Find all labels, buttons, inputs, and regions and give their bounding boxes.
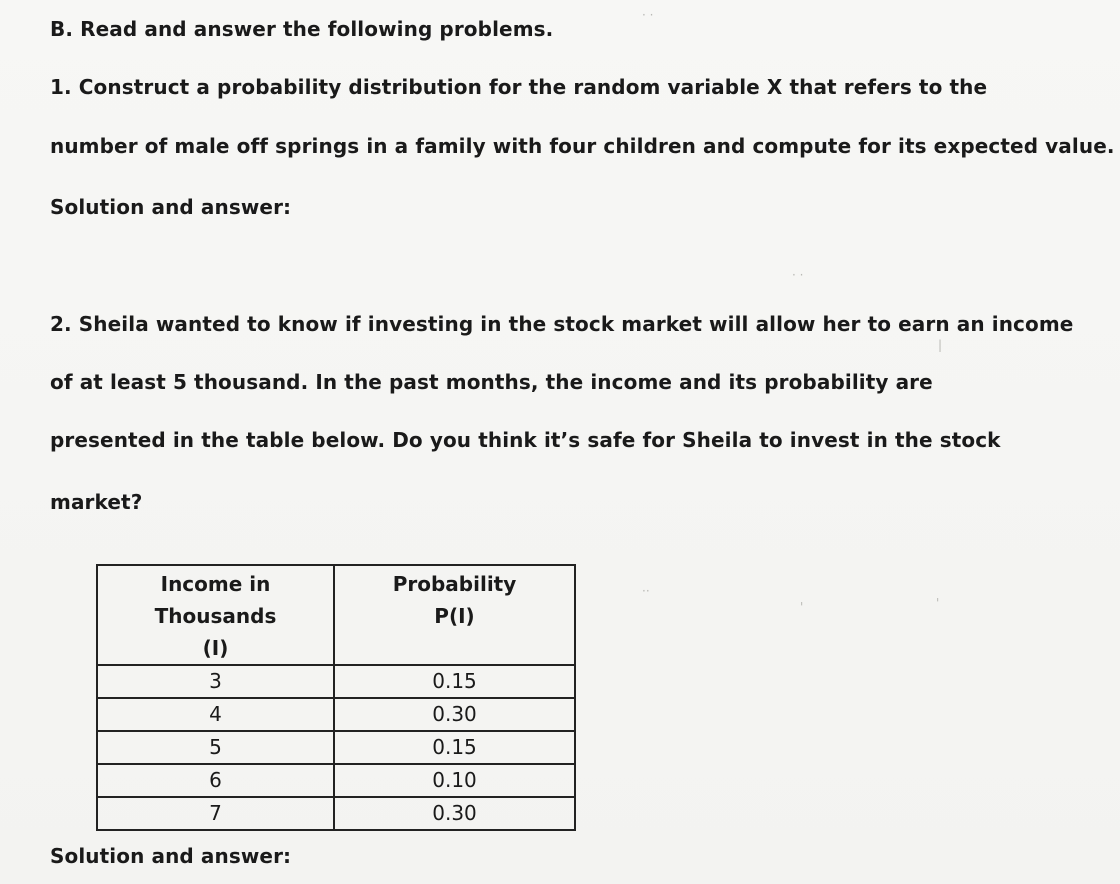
problem-1-line-2: number of male off springs in a family with four children and compute for its expected value. [50, 134, 1115, 158]
income-header-line: Income in [160, 572, 271, 596]
problem-2-line-2: of at least 5 thousand. In the past months, the income and its probability are [50, 370, 933, 394]
income-cell: 7 [97, 797, 334, 830]
probability-cell: 0.30 [334, 797, 575, 830]
income-header-line: (I) [202, 636, 229, 660]
income-cell: 4 [97, 698, 334, 731]
problem-1-line-1: 1. Construct a probability distribution for the random variable X that refers to the [50, 75, 988, 99]
table-row [97, 731, 575, 764]
scan-speck: · · [792, 268, 804, 282]
income-probability-table [96, 564, 576, 831]
income-cell: 5 [97, 731, 334, 764]
scan-speck: ·· [642, 584, 650, 598]
probability-column-header [334, 565, 575, 665]
table-row [97, 797, 575, 830]
problem-2-line-1: 2. Sheila wanted to know if investing in the stock market will allow her to earn an income [50, 312, 1074, 336]
scan-speck: ' [800, 600, 804, 614]
income-header-line: Thousands [154, 604, 277, 628]
probability-cell: 0.15 [334, 731, 575, 764]
section-heading: B. Read and answer the following problems. [50, 17, 554, 41]
problem-2-solution-label: Solution and answer: [50, 844, 292, 868]
problem-1-solution-label: Solution and answer: [50, 195, 292, 219]
table-header-row [97, 565, 575, 665]
income-column-header [97, 565, 334, 665]
problem-2-line-3: presented in the table below. Do you think it’s safe for Sheila to invest in the stock [50, 428, 1001, 452]
probability-cell: 0.15 [334, 665, 575, 698]
table-row [97, 698, 575, 731]
scan-speck: ' [936, 596, 940, 610]
probability-cell: 0.30 [334, 698, 575, 731]
probability-cell: 0.10 [334, 764, 575, 797]
probability-header-line: Probability [392, 572, 517, 596]
income-cell: 6 [97, 764, 334, 797]
probability-header-line: P(I) [434, 604, 475, 628]
table-row [97, 764, 575, 797]
income-cell: 3 [97, 665, 334, 698]
table-row [97, 665, 575, 698]
scan-speck: | [938, 338, 943, 352]
problem-2-line-4: market? [50, 490, 143, 514]
scan-speck: · · [642, 8, 654, 22]
